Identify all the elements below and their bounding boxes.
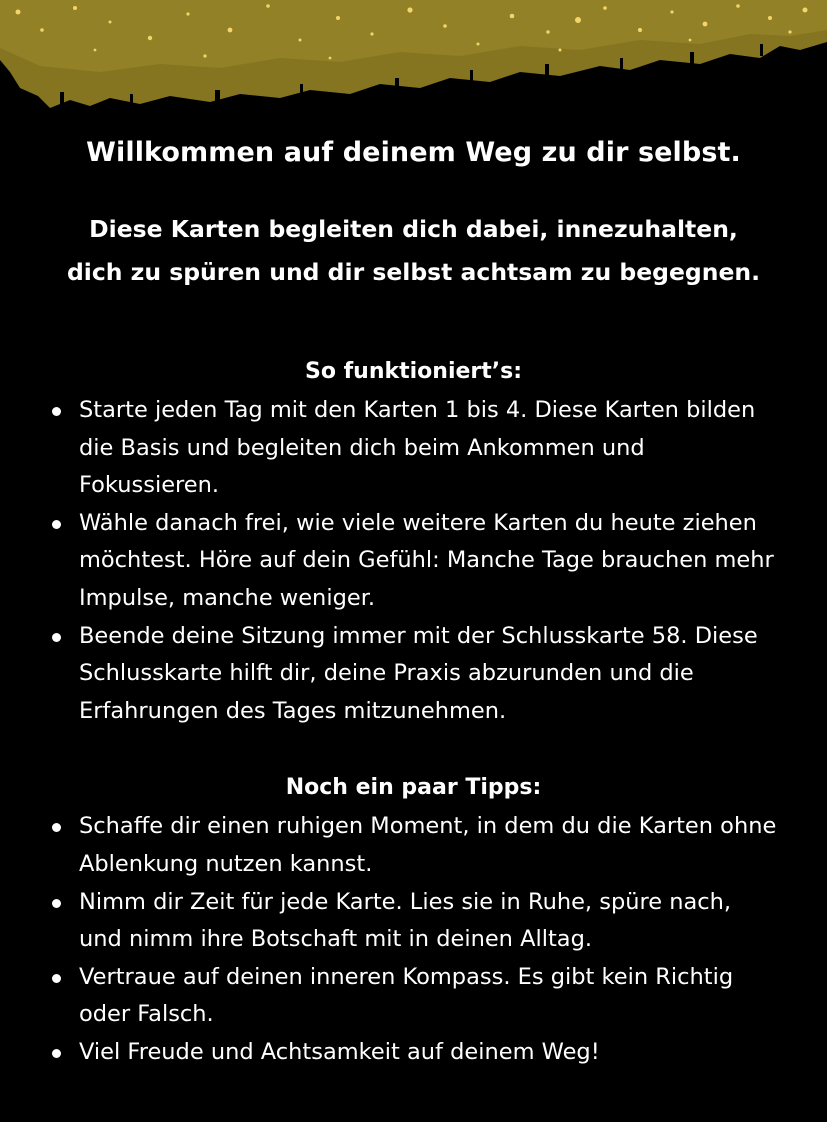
list-item: [79, 618, 779, 731]
intro-line: Diese Karten begleiten dich dabei, innezuhalten,: [89, 215, 738, 243]
welcome-heading: Willkommen auf deinem Weg zu dir selbst.: [86, 137, 741, 168]
card-content: [0, 128, 827, 1072]
tips-section: [0, 768, 827, 1071]
bullet-dot-icon: [52, 520, 61, 529]
how-it-works-section: [0, 352, 827, 730]
list-item-text: Nimm dir Zeit für jede Karte. Lies sie in Ruhe, spüre nach, und nimm ihre Botschaft mit in deinen Alltag.: [79, 888, 732, 953]
bullet-dot-icon: [52, 823, 61, 832]
list-item: [79, 505, 779, 618]
list-item-text: Wähle danach frei, wie viele weitere Karten du heute ziehen möchtest. Höre auf dein Gefühl: Manche Tage brauchen mehr Impulse, manche weniger.: [79, 509, 774, 611]
list-item-text: Schaffe dir einen ruhigen Moment, in dem du die Karten ohne Ablenkung nutzen kannst.: [79, 813, 777, 877]
intro-line: dich zu spüren und dir selbst achtsam zu begegnen.: [66, 258, 761, 286]
list-item: [79, 808, 779, 883]
bullet-dot-icon: [52, 633, 61, 642]
list-item-text: Vertraue auf deinen inneren Kompass. Es gibt kein Richtig oder Falsch.: [79, 963, 734, 1028]
list-item: [79, 884, 779, 959]
gold-brush-stroke: [0, 0, 827, 120]
how-it-works-title: So funktioniert’s:: [304, 359, 523, 384]
bullet-dot-icon: [52, 1049, 61, 1058]
list-item: [79, 392, 779, 505]
list-item-text: Starte jeden Tag mit den Karten 1 bis 4. Diese Karten bilden die Basis und begleiten dich beim Ankommen und Fokussieren.: [79, 397, 756, 499]
tips-list: [0, 808, 779, 1071]
list-item-text: Beende deine Sitzung immer mit der Schlusskarte 58. Diese Schlusskarte hilft dir, deine Praxis abzurunden und die Erfahrungen des Tages mitzunehmen.: [79, 622, 758, 724]
bullet-dot-icon: [52, 899, 61, 908]
list-item-text: Viel Freude und Achtsamkeit auf deinem Weg!: [79, 1038, 600, 1065]
bullet-dot-icon: [52, 974, 61, 983]
how-it-works-list: [0, 392, 779, 730]
tips-title: Noch ein paar Tipps:: [285, 775, 542, 801]
bullet-dot-icon: [52, 407, 61, 416]
intro-text: [0, 208, 827, 294]
list-item: [79, 959, 779, 1034]
list-item: [79, 1034, 779, 1072]
